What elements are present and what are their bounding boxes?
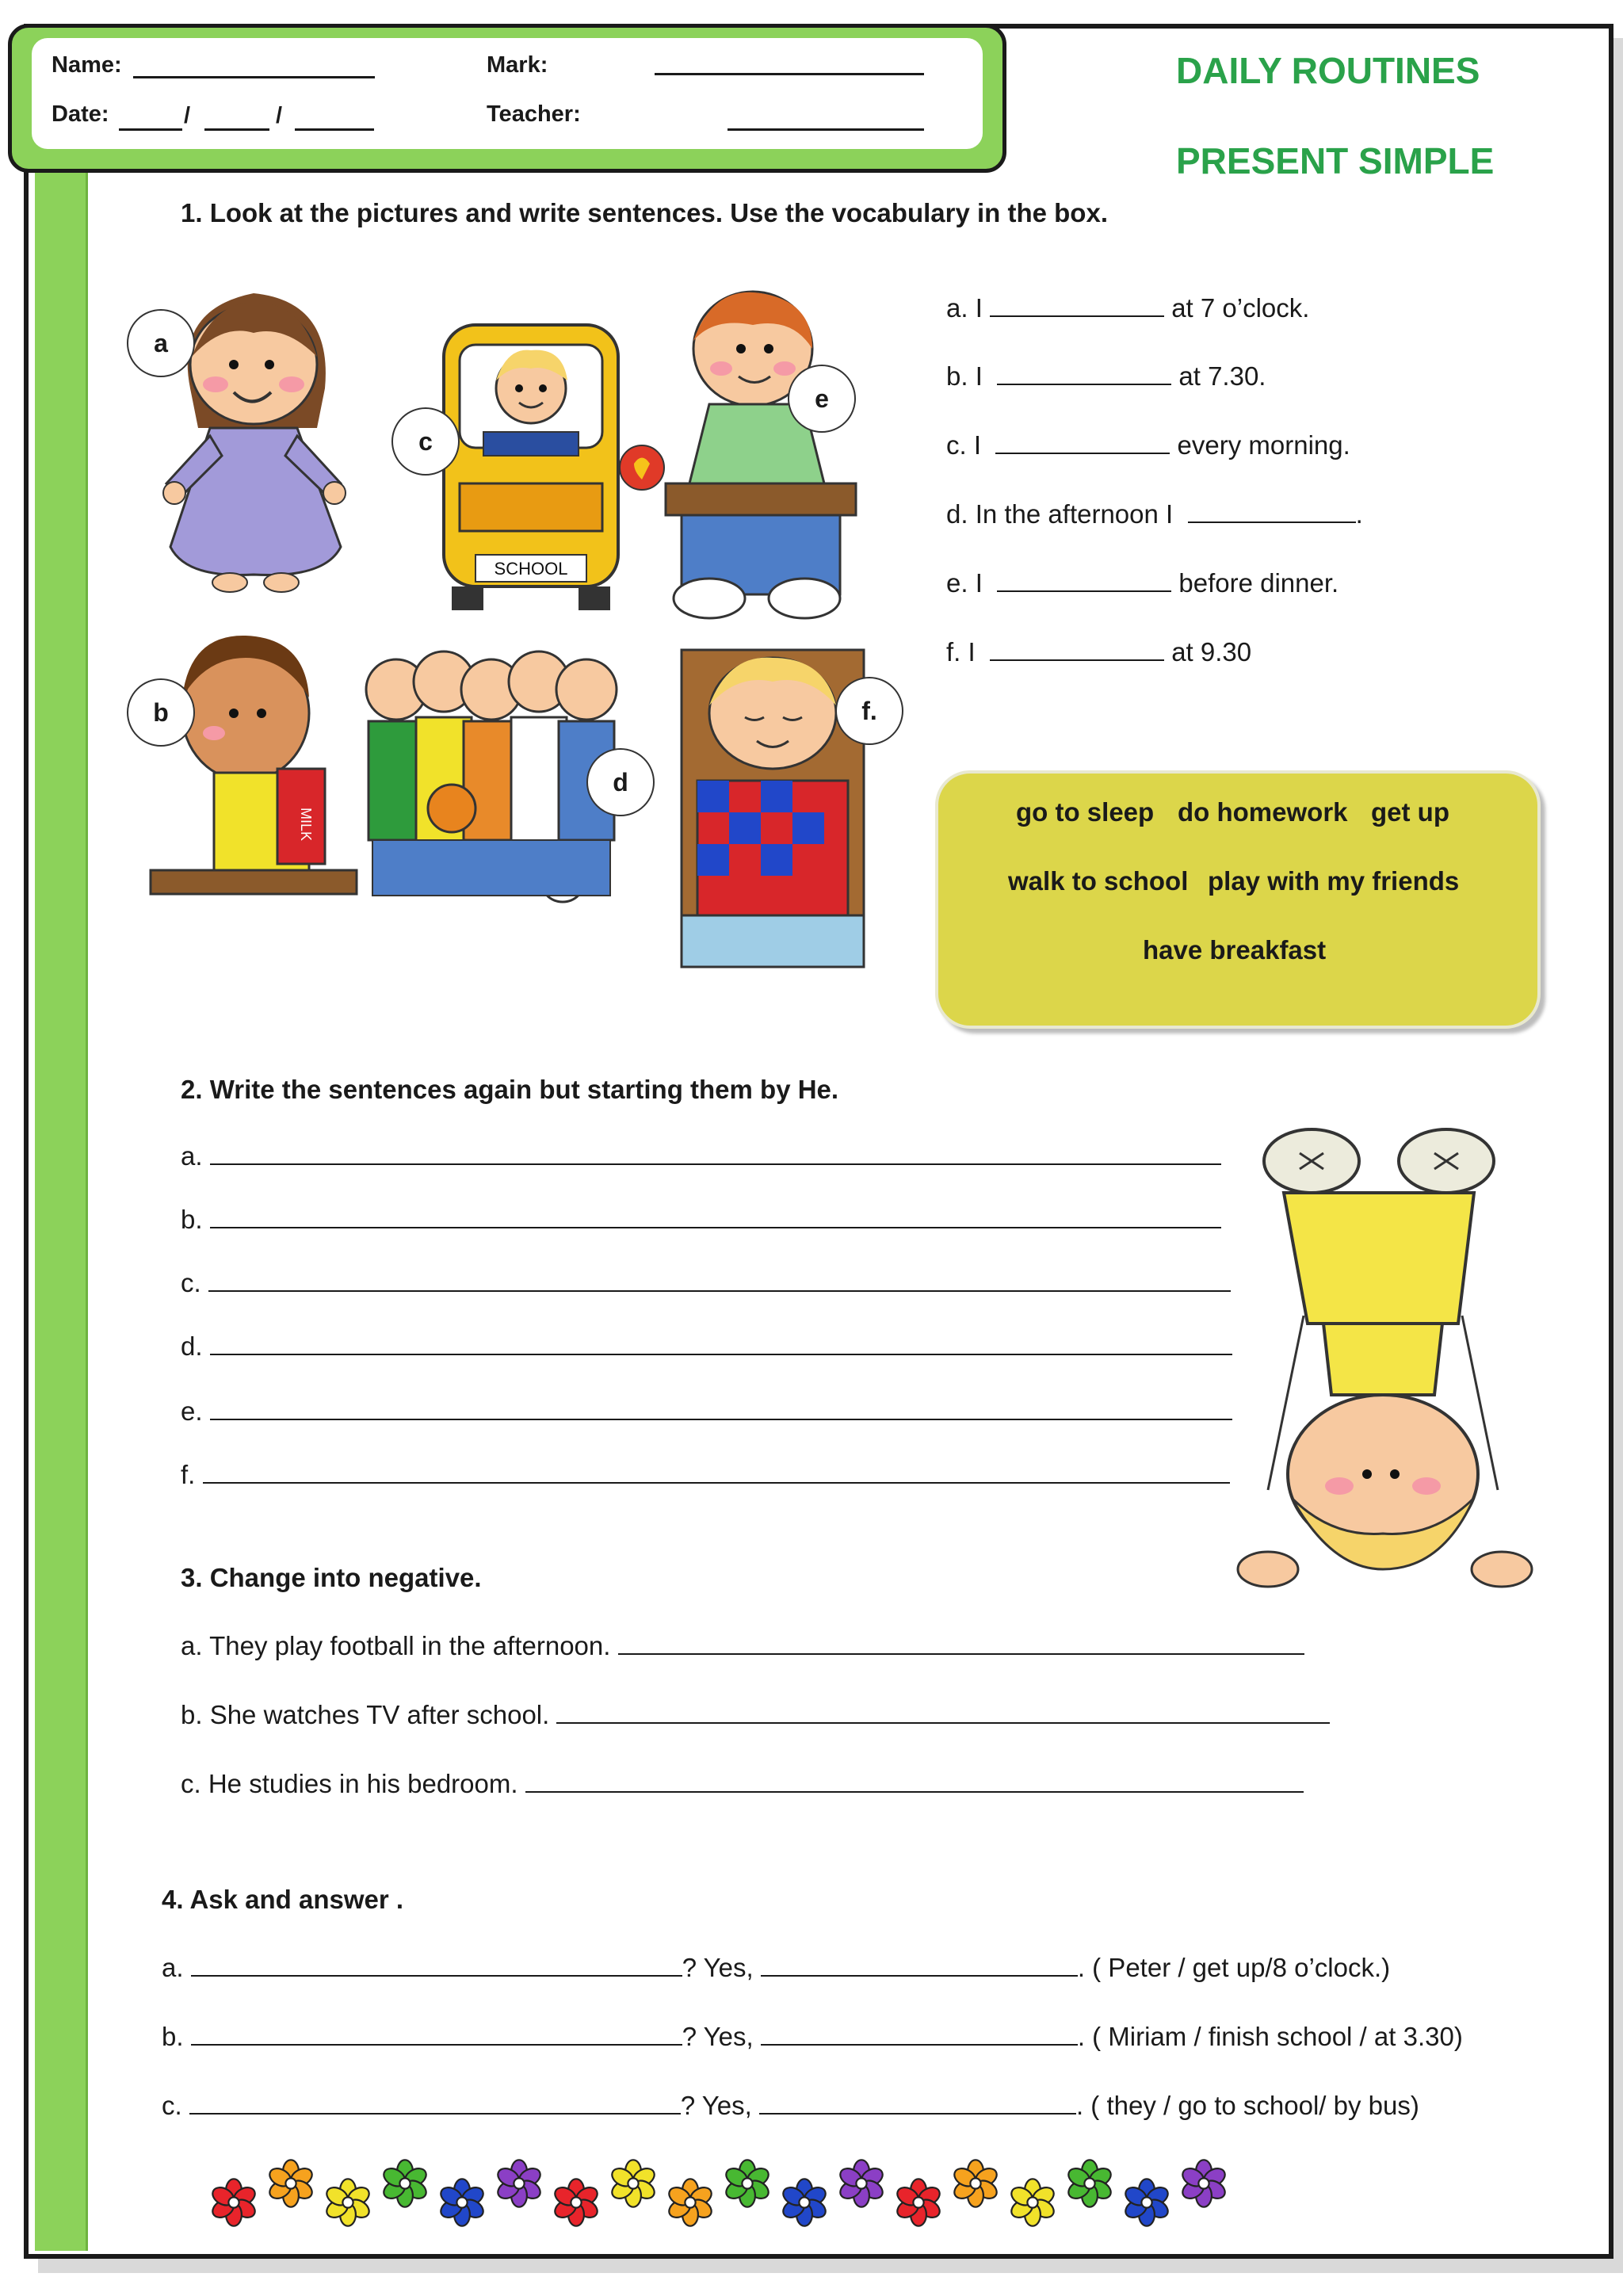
vocab-get-up: get up xyxy=(1371,797,1449,827)
exercise2-heading: 2. Write the sentences again but starting them by He. xyxy=(181,1075,839,1104)
ex4-answer-line-a[interactable] xyxy=(761,1954,1078,1977)
boy-homework-picture xyxy=(666,292,856,618)
ex2-item-f: f. xyxy=(181,1460,1230,1490)
flower-icon xyxy=(493,2157,545,2210)
ex1-item-f: f. I at 9.30 xyxy=(946,637,1252,667)
exercise3-heading: 3. Change into negative. xyxy=(181,1563,482,1592)
flower-icon xyxy=(607,2157,659,2210)
school-bus-picture xyxy=(444,325,664,610)
boy-sleeping-picture xyxy=(682,650,864,967)
ex2-line-c[interactable] xyxy=(208,1270,1231,1292)
ex4-question-line-c[interactable] xyxy=(189,2092,681,2115)
flower-icon xyxy=(1178,2157,1230,2210)
flower-icon xyxy=(892,2176,945,2229)
boy-breakfast-picture xyxy=(151,636,357,894)
picture-label-d: d xyxy=(586,748,655,816)
ex2-item-e: e. xyxy=(181,1396,1232,1427)
ex3-item-c: c. He studies in his bedroom. xyxy=(181,1769,1304,1799)
ex1-item-b: b. I at 7.30. xyxy=(946,361,1266,391)
flower-icon xyxy=(208,2176,260,2229)
ex1-blank-e[interactable] xyxy=(997,570,1171,592)
flower-icon xyxy=(1006,2176,1059,2229)
ex1-blank-a[interactable] xyxy=(990,295,1164,317)
ex3-line-b[interactable] xyxy=(556,1702,1330,1724)
ex4-answer-line-b[interactable] xyxy=(761,2023,1078,2046)
exercise1-heading: 1. Look at the pictures and write sentences. Use the vocabulary in the box. xyxy=(181,198,1108,227)
flower-icon xyxy=(778,2176,831,2229)
date-year-line[interactable] xyxy=(295,128,374,131)
flower-icon xyxy=(550,2176,602,2229)
flower-icon xyxy=(436,2176,488,2229)
date-label: Date: xyxy=(52,101,109,127)
picture-label-e: e xyxy=(788,365,856,433)
ex4-question-line-a[interactable] xyxy=(191,1954,682,1977)
flower-icon xyxy=(721,2157,773,2210)
date-slash-1: / xyxy=(184,103,191,128)
picture-label-a: a xyxy=(127,309,195,377)
ex2-item-c: c. xyxy=(181,1268,1231,1298)
mark-line[interactable] xyxy=(655,73,924,75)
vocab-have-breakfast: have breakfast xyxy=(1143,935,1327,965)
ex4-item-a: a. ? Yes, . ( Peter / get up/8 o’clock.) xyxy=(162,1953,1391,1982)
ex2-line-e[interactable] xyxy=(210,1398,1232,1420)
bus-sign-text: SCHOOL xyxy=(494,559,568,579)
ex4-question-line-b[interactable] xyxy=(191,2023,682,2046)
flower-icon xyxy=(265,2157,317,2210)
flower-icon xyxy=(1121,2176,1173,2229)
routine-pictures xyxy=(143,277,888,991)
ex3-line-a[interactable] xyxy=(618,1633,1304,1655)
ex1-item-a: a. I at 7 o’clock. xyxy=(946,293,1310,323)
ex2-line-d[interactable] xyxy=(210,1333,1232,1355)
ex1-item-c: c. I every morning. xyxy=(946,430,1350,460)
upside-down-boy-picture xyxy=(1236,1125,1545,1617)
ex2-item-b: b. xyxy=(181,1205,1221,1235)
ex4-answer-line-c[interactable] xyxy=(759,2092,1076,2115)
flower-icon xyxy=(949,2157,1002,2210)
date-month-line[interactable] xyxy=(204,128,269,131)
teacher-line[interactable] xyxy=(727,128,924,131)
ex2-line-a[interactable] xyxy=(210,1143,1221,1165)
flower-icon xyxy=(379,2157,431,2210)
picture-label-c: c xyxy=(391,407,460,476)
vocab-go-to-sleep: go to sleep xyxy=(1016,797,1155,827)
mark-label: Mark: xyxy=(487,52,548,78)
date-day-line[interactable] xyxy=(119,128,182,131)
flower-icon xyxy=(835,2157,888,2210)
picture-label-b: b xyxy=(127,678,195,747)
ex1-blank-c[interactable] xyxy=(995,432,1170,454)
vocab-play-with-friends: play with my friends xyxy=(1208,866,1460,896)
ex1-item-d: d. In the afternoon I . xyxy=(946,499,1363,529)
ex1-blank-f[interactable] xyxy=(990,639,1164,661)
flower-icon xyxy=(664,2176,716,2229)
exercise4-heading: 4. Ask and answer . xyxy=(162,1885,404,1914)
flower-icon xyxy=(1064,2157,1116,2210)
green-margin-bar xyxy=(35,166,88,2251)
teacher-label: Teacher: xyxy=(487,101,581,127)
title-daily-routines: DAILY ROUTINES xyxy=(1176,50,1480,91)
ex2-line-f[interactable] xyxy=(203,1461,1230,1484)
ex1-blank-d[interactable] xyxy=(1188,501,1356,523)
name-label: Name: xyxy=(52,52,122,78)
ex2-item-a: a. xyxy=(181,1141,1221,1171)
ex3-item-b: b. She watches TV after school. xyxy=(181,1700,1330,1730)
name-line[interactable] xyxy=(133,76,375,78)
ex2-item-d: d. xyxy=(181,1331,1232,1362)
flower-icon xyxy=(322,2176,374,2229)
vocab-walk-to-school: walk to school xyxy=(1008,866,1189,896)
ex4-item-b: b. ? Yes, . ( Miriam / finish school / at 3.30) xyxy=(162,2022,1463,2051)
picture-label-f: f. xyxy=(835,677,903,745)
ex3-line-c[interactable] xyxy=(525,1771,1304,1793)
ex4-item-c: c. ? Yes, . ( they / go to school/ by bus) xyxy=(162,2091,1419,2120)
milk-carton-text: MILK xyxy=(298,807,314,842)
ex1-item-e: e. I before dinner. xyxy=(946,568,1339,598)
friends-playing-picture xyxy=(366,651,617,902)
vocab-do-homework: do homework xyxy=(1178,797,1348,827)
flower-border xyxy=(208,2156,1270,2235)
ex3-item-a: a. They play football in the afternoon. xyxy=(181,1631,1304,1661)
ex2-line-b[interactable] xyxy=(210,1206,1221,1228)
date-slash-2: / xyxy=(276,103,283,128)
ex1-blank-b[interactable] xyxy=(997,363,1171,385)
title-present-simple: PRESENT SIMPLE xyxy=(1176,140,1495,181)
